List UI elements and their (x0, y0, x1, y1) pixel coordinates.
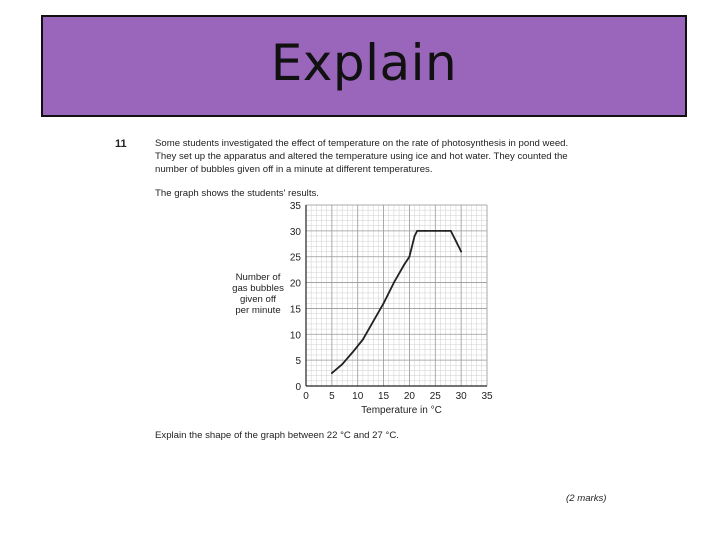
question-line: Some students investigated the effect of temperature on the rate of photosynthesis in pond weed. (155, 138, 569, 149)
x-tick-label: 30 (455, 391, 467, 402)
data-point (450, 230, 452, 232)
y-tick-label: 15 (289, 304, 301, 316)
chart-grid-major (306, 205, 487, 386)
chart-x-axis-label: Temperature in °C (361, 405, 442, 416)
y-tick-label: 10 (289, 330, 301, 342)
data-point (414, 235, 416, 237)
data-point (372, 320, 374, 322)
data-point (393, 282, 395, 284)
data-point (455, 240, 457, 242)
x-tick-label: 0 (303, 391, 309, 402)
data-point (445, 230, 447, 232)
slide-title: Explain (270, 34, 458, 92)
data-point (434, 230, 436, 232)
y-tick-label: 0 (295, 382, 301, 393)
x-tick-label: 35 (481, 391, 493, 402)
y-tick-label: 25 (289, 252, 301, 264)
marks-label: (2 marks) (566, 493, 607, 504)
explain-prompt: Explain the shape of the graph between 22 °C and 27 °C. (155, 430, 399, 441)
x-tick-label: 5 (329, 391, 335, 402)
x-tick-label: 20 (403, 391, 415, 402)
data-point (331, 372, 333, 374)
data-point (460, 251, 462, 253)
chart-grid-minor (306, 205, 487, 386)
data-point (403, 264, 405, 266)
data-point (416, 230, 418, 232)
y-tick-label: 30 (289, 226, 301, 238)
question-number: 11 (115, 138, 127, 150)
x-tick-label: 10 (352, 391, 364, 402)
x-tick-label: 15 (378, 391, 390, 402)
question-line: number of bubbles given off in a minute at different temperatures. (155, 164, 433, 175)
data-point (409, 256, 411, 258)
y-tick-label: 20 (289, 278, 301, 290)
data-point (419, 230, 421, 232)
series-line (332, 231, 461, 373)
chart-axes (306, 205, 487, 386)
graph-intro: The graph shows the students' results. (155, 188, 319, 199)
y-label-line: per minute (235, 305, 281, 316)
x-tick-label: 25 (429, 391, 441, 402)
data-point (383, 302, 385, 304)
question-line: They set up the apparatus and altered the temperature using ice and hot water. They counted the (155, 151, 568, 162)
y-tick-label: 5 (295, 356, 301, 368)
y-label-line: Number of (235, 272, 281, 283)
data-point (341, 363, 343, 365)
y-label-line: gas bubbles (232, 283, 284, 294)
data-point (362, 339, 364, 341)
data-point (424, 230, 426, 232)
y-label-line: given off (239, 294, 277, 305)
y-tick-label: 35 (289, 201, 301, 212)
data-point (352, 351, 354, 353)
